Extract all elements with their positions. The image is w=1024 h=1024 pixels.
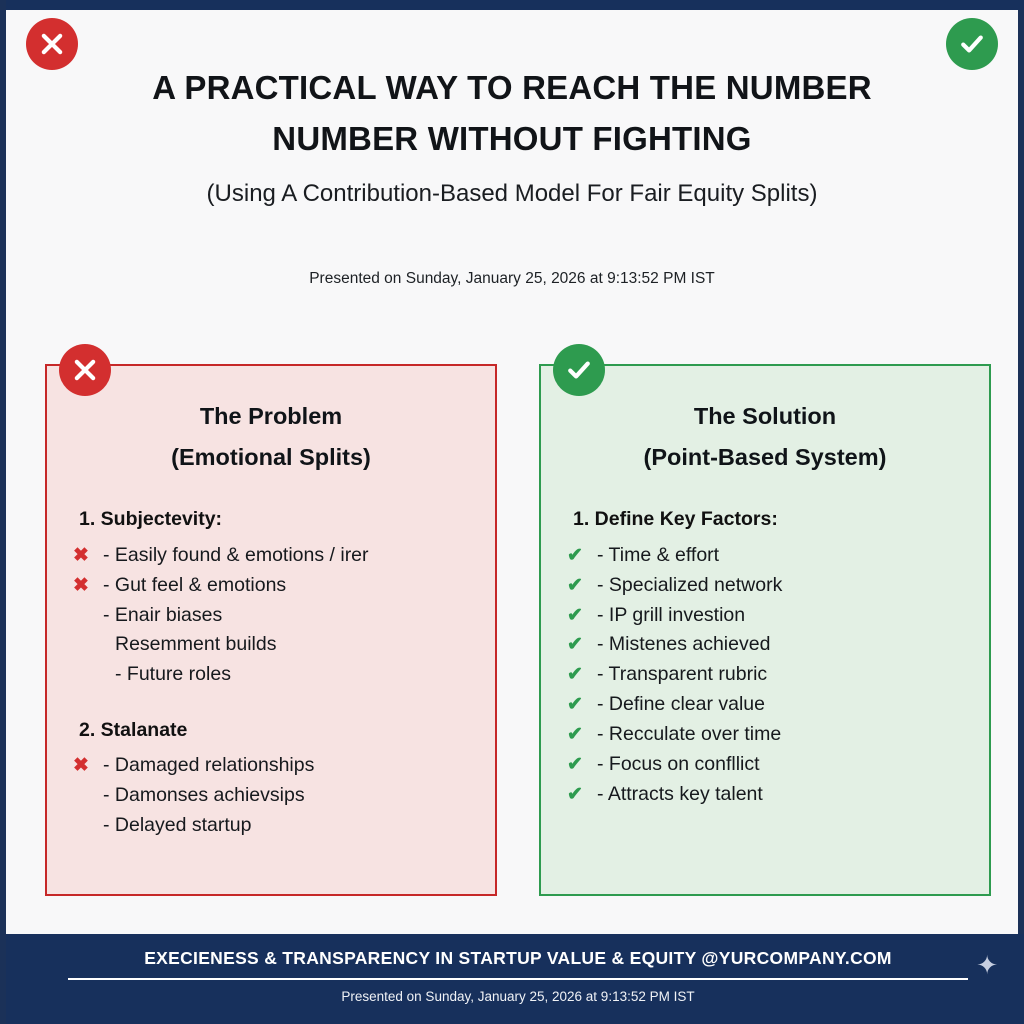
list-item-label: - Recculate over time xyxy=(597,723,782,746)
list-item xyxy=(567,601,963,631)
list-item-label: - Time & effort xyxy=(597,543,720,566)
check-mark-icon: ✔ xyxy=(567,544,583,566)
bottom-border-bar xyxy=(6,1016,1024,1024)
check-mark-icon xyxy=(946,18,998,70)
list-item xyxy=(73,571,469,601)
list-item xyxy=(567,631,963,661)
problem-title-line2: (Emotional Splits) xyxy=(171,444,371,471)
list-item xyxy=(567,661,963,691)
list-item-label: - Attracts key talent xyxy=(597,782,763,805)
solution-check-mark-icon xyxy=(553,344,605,396)
panels-container xyxy=(6,364,1024,896)
blank-marker-icon xyxy=(73,665,103,686)
list-item-label: - Enair biases xyxy=(103,603,223,626)
solution-panel-title xyxy=(567,396,963,478)
list-item xyxy=(73,631,469,661)
solution-panel xyxy=(539,364,991,896)
page-title-line1: A PRACTICAL WAY TO REACH THE NUMBER xyxy=(152,69,872,106)
list-item xyxy=(73,541,469,571)
list-item-label: - Specialized network xyxy=(597,573,783,596)
solution-section1-heading: 1. Define Key Factors: xyxy=(573,508,778,531)
check-mark-icon: ✔ xyxy=(567,634,583,656)
blank-marker-icon xyxy=(73,816,103,837)
page-title-line2: NUMBER WITHOUT FIGHTING xyxy=(272,120,752,158)
list-item xyxy=(567,780,963,810)
list-item xyxy=(73,661,469,691)
x-mark-icon: ✖ xyxy=(73,544,89,566)
x-mark-icon: ✖ xyxy=(73,755,89,777)
list-item-label: - Delayed startup xyxy=(103,813,252,836)
list-item xyxy=(567,691,963,721)
blank-marker-icon xyxy=(73,606,103,627)
page-subtitle: (Using A Contribution-Based Model For Fair Equity Splits) xyxy=(206,180,818,208)
x-mark-icon xyxy=(26,18,78,70)
page-title xyxy=(72,62,952,164)
check-mark-icon: ✔ xyxy=(567,574,583,596)
list-item-label: - Mistenes achieved xyxy=(597,633,771,656)
footer-title: EXECIENESS & TRANSPARENCY IN STARTUP VALUE & EQUITY @YURCOMPANY.COM xyxy=(68,948,968,980)
footer-timestamp: Presented on Sunday, January 25, 2026 at 9:13:52 PM IST xyxy=(341,989,695,1004)
problem-section2-heading: 2. Stalanate xyxy=(79,718,188,741)
list-item-label: - Damaged relationships xyxy=(103,754,315,777)
x-mark-icon: ✖ xyxy=(73,574,89,596)
list-item xyxy=(567,721,963,751)
presented-timestamp: Presented on Sunday, January 25, 2026 at 9:13:52 PM IST xyxy=(309,270,715,288)
problem-section1-list xyxy=(73,541,469,690)
check-mark-icon: ✔ xyxy=(567,724,583,746)
blank-marker-icon xyxy=(73,786,103,807)
problem-panel-title xyxy=(73,396,469,478)
list-item xyxy=(73,601,469,631)
header xyxy=(6,0,1018,288)
check-mark-icon: ✔ xyxy=(567,753,583,775)
check-mark-icon: ✔ xyxy=(567,783,583,805)
check-mark-icon: ✔ xyxy=(567,694,583,716)
problem-title-line1: The Problem xyxy=(199,403,343,429)
problem-x-mark-icon xyxy=(59,344,111,396)
list-item-label: - Focus on confllict xyxy=(597,752,760,775)
footer xyxy=(6,934,1024,1016)
blank-marker-icon xyxy=(73,635,103,656)
list-item-label: - IP grill investion xyxy=(597,603,746,626)
problem-section1-heading: 1. Subjectevity: xyxy=(79,508,223,531)
list-item-label: - Damonses achievsips xyxy=(103,784,305,807)
list-item-label: Resemment builds xyxy=(115,633,277,656)
check-mark-icon: ✔ xyxy=(567,604,583,626)
check-mark-icon: ✔ xyxy=(567,664,583,686)
list-item xyxy=(73,811,469,841)
list-item xyxy=(567,750,963,780)
solution-title-line1: The Solution xyxy=(693,403,837,429)
problem-section2-list xyxy=(73,752,469,842)
list-item xyxy=(73,782,469,812)
sparkle-icon: ✦ xyxy=(976,950,998,980)
list-item xyxy=(567,571,963,601)
list-item xyxy=(73,752,469,782)
solution-title-line2: (Point-Based System) xyxy=(643,444,887,471)
solution-section1-list xyxy=(567,541,963,810)
list-item-label: - Future roles xyxy=(115,663,231,686)
list-item-label: - Define clear value xyxy=(597,693,765,716)
list-item xyxy=(567,541,963,571)
list-item-label: - Gut feel & emotions xyxy=(103,573,287,596)
list-item-label: - Easily found & emotions / irer xyxy=(103,543,369,566)
list-item-label: - Transparent rubric xyxy=(597,663,768,686)
top-border-bar xyxy=(6,0,1024,10)
problem-panel xyxy=(45,364,497,896)
